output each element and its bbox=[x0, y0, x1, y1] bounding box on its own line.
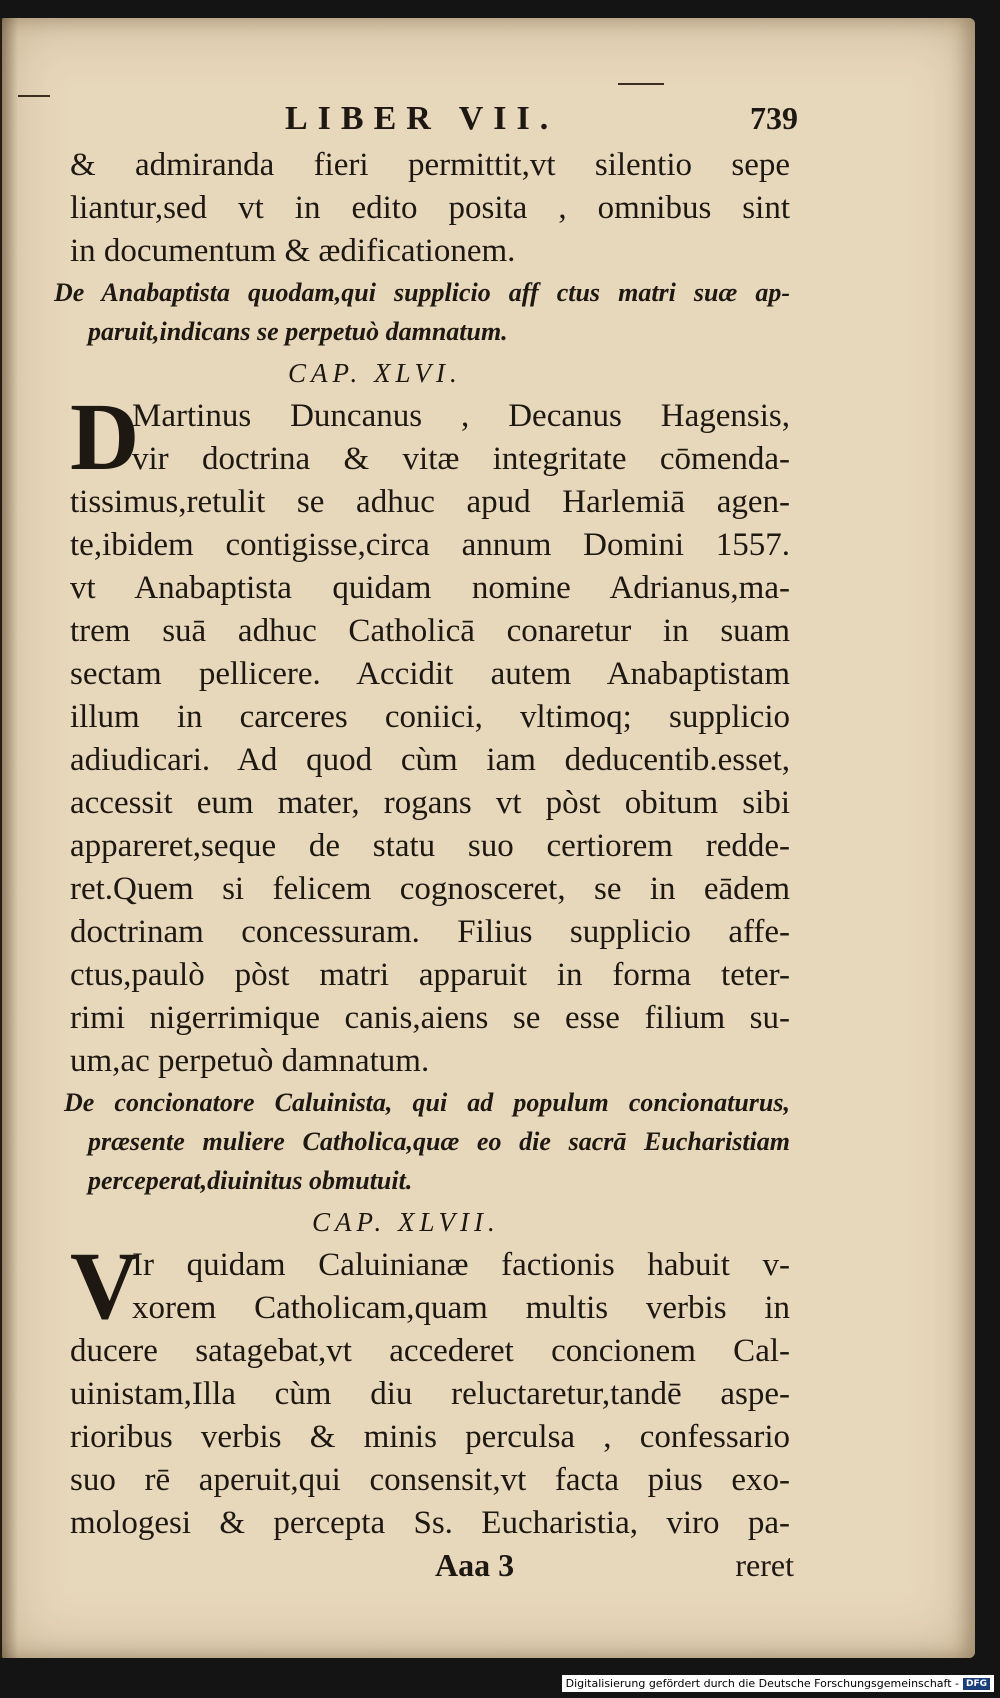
chapter-heading: CAP. XLVI. bbox=[288, 358, 462, 388]
chapter-summary: perceperat,diuinitus obmutuit. bbox=[88, 1166, 413, 1195]
funding-credit bbox=[562, 1675, 994, 1692]
text-line: sectam pellicere. Accidit autem Anabaptistam bbox=[70, 656, 790, 692]
text-line: tissimus,retulit se adhuc apud Harlemiā agen- bbox=[70, 484, 790, 520]
text-line: illum in carceres coniici, vltimoq; supplicio bbox=[70, 699, 790, 735]
text-line: uinistam,Illa cùm diu reluctaretur,tandē aspe- bbox=[70, 1376, 790, 1412]
text-line: xorem Catholicam,quam multis verbis in bbox=[132, 1290, 790, 1326]
text-line: vir doctrina & vitæ integritate cōmenda- bbox=[132, 441, 790, 477]
chapter-heading: CAP. XLVII. bbox=[312, 1207, 500, 1237]
running-title: LIBER VII. bbox=[285, 100, 559, 137]
spine-shadow bbox=[0, 18, 18, 1658]
text-line: adiudicari. Ad quod cùm iam deducentib.esset, bbox=[70, 742, 790, 778]
text-line: Martinus Duncanus , Decanus Hagensis, bbox=[132, 398, 790, 434]
chapter-summary: præsente muliere Catholica,quæ eo die sacrā Eucharistiam bbox=[88, 1127, 790, 1156]
text-line: mologesi & percepta Ss. Eucharistia, viro pa- bbox=[70, 1505, 790, 1541]
page-text bbox=[54, 100, 798, 1591]
text-line: liantur,sed vt in edito posita , omnibus sint bbox=[70, 190, 790, 226]
text-line: Ir quidam Caluinianæ factionis habuit v- bbox=[132, 1247, 790, 1283]
chapter-summary: De Anabaptista quodam,qui supplicio aff ctus matri suæ ap- bbox=[54, 278, 790, 307]
text-line: ducere satagebat,vt accederet concionem Cal- bbox=[70, 1333, 790, 1369]
text-line: trem suā adhuc Catholicā conaretur in suam bbox=[70, 613, 790, 649]
running-header bbox=[70, 100, 798, 144]
margin-mark-top bbox=[618, 83, 664, 85]
catchword: reret bbox=[735, 1547, 794, 1583]
paragraph-opening bbox=[70, 383, 790, 490]
chapter-summary: De concionatore Caluinista, qui ad populum concionaturus, bbox=[64, 1088, 790, 1117]
text-line: & admiranda fieri permittit,vt silentio sepe bbox=[70, 147, 790, 183]
text-line: um,ac perpetuò damnatum. bbox=[70, 1043, 430, 1079]
chapter-summary: paruit,indicans se perpetuò damnatum. bbox=[88, 317, 508, 346]
text-line: rimi nigerrimique canis,aiens se esse filium su- bbox=[70, 1000, 790, 1036]
page-number: 739 bbox=[750, 100, 798, 136]
text-line: appareret,seque de statu suo certiorem redde- bbox=[70, 828, 790, 864]
text-line: ctus,paulò pòst matri apparuit in forma teter- bbox=[70, 957, 790, 993]
signature-mark: Aaa 3 bbox=[435, 1547, 515, 1583]
credit-text: Digitalisierung gefördert durch die Deutsche Forschungsgemeinschaft - bbox=[565, 1677, 959, 1690]
dfg-logo-icon: DFG bbox=[963, 1678, 990, 1690]
text-line: rioribus verbis & minis perculsa , confessario bbox=[70, 1419, 790, 1455]
text-line: ret.Quem si felicem cognosceret, se in eādem bbox=[70, 871, 790, 907]
drop-cap: V bbox=[70, 1232, 140, 1339]
text-line: vt Anabaptista quidam nomine Adrianus,ma- bbox=[70, 570, 790, 606]
text-line: suo rē aperuit,qui consensit,vt facta pius exo- bbox=[70, 1462, 790, 1498]
text-line: doctrinam concessuram. Filius supplicio affe- bbox=[70, 914, 790, 950]
text-line: accessit eum mater, rogans vt pòst obitum sibi bbox=[70, 785, 790, 821]
text-line: in documentum & ædificationem. bbox=[70, 233, 516, 269]
margin-mark-left bbox=[18, 95, 50, 97]
text-line: te,ibidem contigisse,circa annum Domini 1557. bbox=[70, 527, 790, 563]
drop-cap: D bbox=[70, 383, 140, 490]
page-footer bbox=[70, 1547, 794, 1591]
paragraph-opening bbox=[70, 1232, 790, 1339]
